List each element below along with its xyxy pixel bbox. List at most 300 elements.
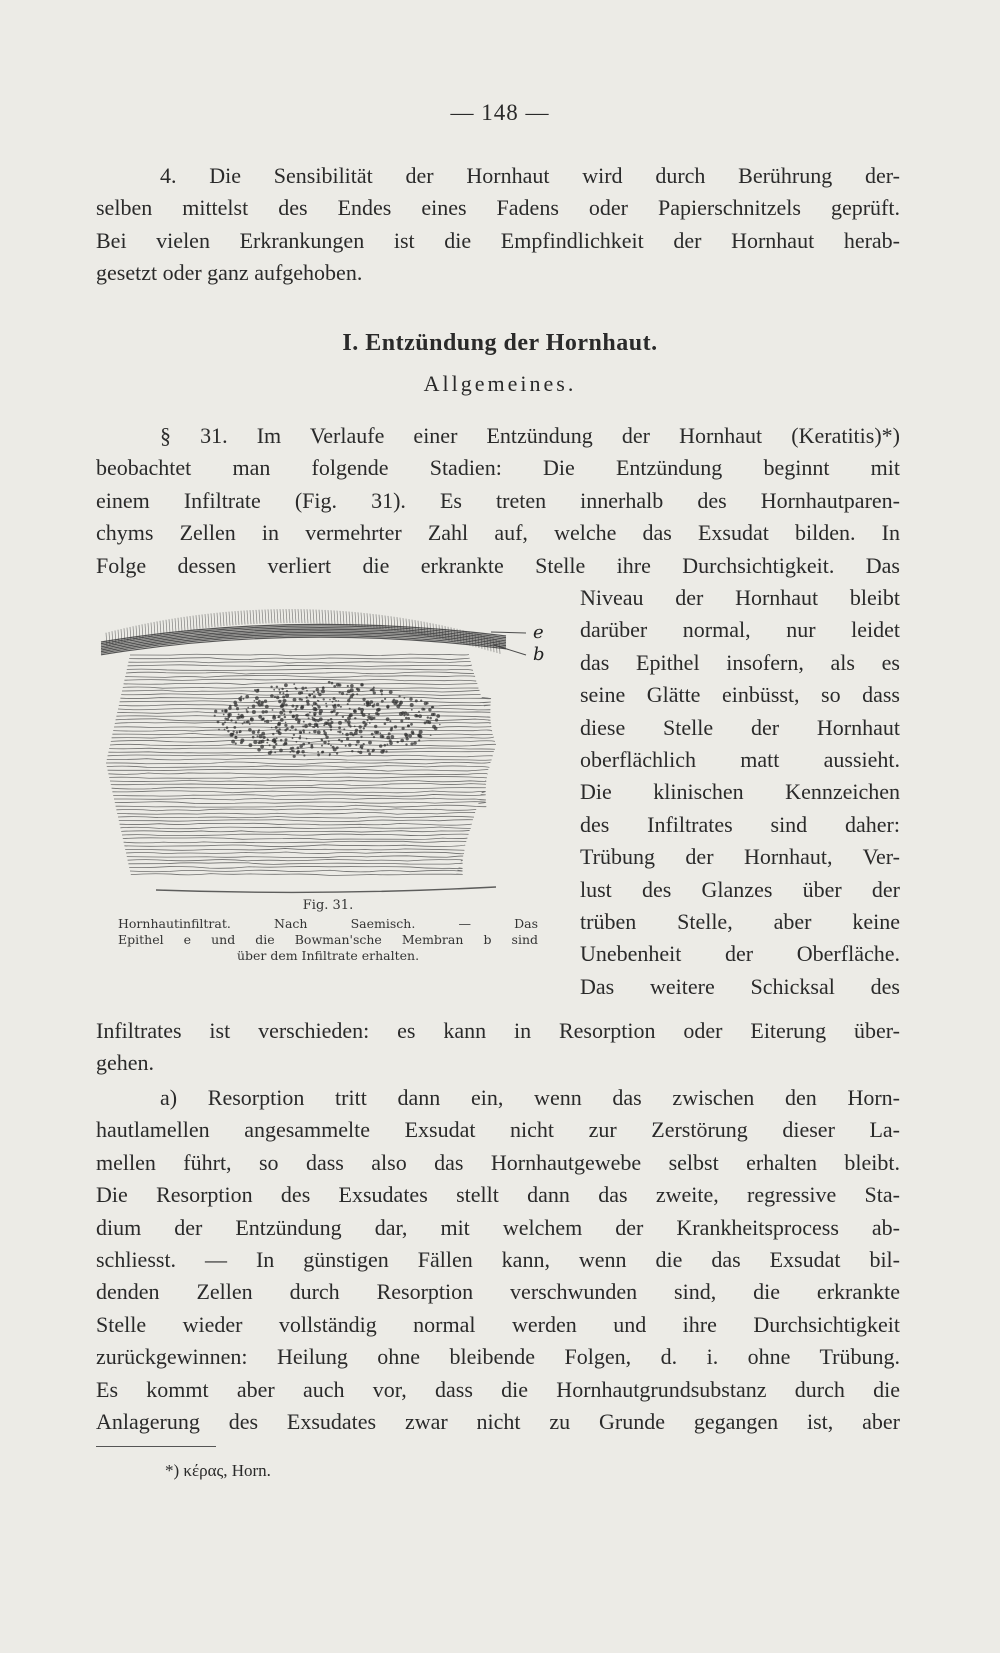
infiltrate-cell	[224, 729, 226, 731]
infiltrate-cell	[373, 691, 376, 694]
infiltrate-cell	[268, 751, 272, 755]
infiltrate-cell	[252, 736, 255, 739]
infiltrate-cell	[371, 688, 374, 691]
figure-stroke	[277, 609, 278, 623]
infiltrate-cell	[306, 690, 308, 692]
infiltrate-cell	[338, 700, 340, 702]
infiltrate-cell	[375, 712, 378, 715]
figure-stroke	[193, 616, 194, 630]
infiltrate-cell	[349, 713, 353, 717]
figure-stroke	[307, 609, 308, 623]
infiltrate-cell	[350, 688, 354, 692]
figure-stroke	[352, 612, 353, 626]
figure-stroke	[349, 612, 350, 626]
infiltrate-cell	[389, 720, 391, 722]
infiltrate-cell	[349, 725, 351, 727]
text-line: schliesst. — In günstigen Fällen kann, wenn die das Exsudat bil-	[96, 1246, 900, 1272]
infiltrate-cell	[262, 718, 264, 720]
text-line: Anlagerung des Exsudates zwar nicht zu Grunde gegangen ist, aber	[96, 1408, 900, 1434]
infiltrate-cell	[278, 689, 280, 691]
infiltrate-cell	[261, 740, 265, 744]
figure-stroke	[107, 758, 492, 760]
infiltrate-cell	[262, 710, 265, 713]
infiltrate-cell	[371, 719, 373, 721]
infiltrate-cell	[362, 698, 365, 701]
infiltrate-cell	[337, 731, 339, 733]
text-line: Folge dessen verliert die erkrankte Stelle ihre Durchsichtigkeit. Das	[96, 552, 900, 578]
infiltrate-cell	[363, 727, 365, 729]
infiltrate-cell	[360, 736, 362, 738]
infiltrate-cell	[317, 751, 319, 753]
infiltrate-cell	[367, 749, 370, 752]
infiltrate-cell	[355, 744, 357, 746]
infiltrate-cell	[415, 699, 418, 702]
infiltrate-cell	[279, 711, 283, 715]
infiltrate-cell	[386, 736, 390, 740]
figure-stroke	[120, 701, 491, 703]
infiltrate-cell	[248, 728, 252, 732]
infiltrate-cell	[350, 684, 354, 688]
infiltrate-cell	[359, 730, 363, 734]
infiltrate-cell	[340, 740, 343, 743]
infiltrate-cell	[346, 693, 348, 695]
text-line: Stelle wieder vollständig normal werden und ihre Durchsichtigkeit	[96, 1311, 900, 1337]
text-line: einem Infiltrate (Fig. 31). Es treten innerhalb des Hornhautparen-	[96, 487, 900, 513]
infiltrate-cell	[333, 697, 336, 700]
infiltrate-cell	[230, 733, 233, 736]
infiltrate-cell	[276, 730, 279, 733]
infiltrate-cell	[317, 754, 320, 757]
paragraph-resorption	[96, 1082, 900, 1438]
infiltrate-cell	[319, 717, 323, 721]
text-line: diese Stelle der Hornhaut	[580, 714, 900, 740]
infiltrate-cell	[274, 696, 276, 698]
infiltrate-cell	[338, 721, 342, 725]
figure-caption	[118, 898, 538, 964]
infiltrate-cell	[295, 688, 297, 690]
infiltrate-cell	[301, 750, 304, 753]
infiltrate-cell	[362, 721, 365, 724]
infiltrate-cell	[223, 714, 225, 716]
infiltrate-cell	[292, 737, 294, 739]
text-line: seine Glätte einbüsst, so dass	[580, 682, 900, 708]
figure-stroke	[169, 619, 170, 633]
infiltrate-cell	[317, 691, 319, 693]
figure-stroke	[119, 705, 490, 707]
infiltrate-cell	[384, 698, 386, 700]
infiltrate-cell	[233, 701, 237, 705]
figure-stroke	[334, 610, 335, 624]
figure-stroke	[211, 613, 212, 627]
infiltrate-cell	[279, 692, 281, 694]
infiltrate-cell	[276, 686, 278, 688]
infiltrate-cell	[427, 716, 429, 718]
infiltrate-cell	[264, 721, 266, 723]
infiltrate-cell	[292, 715, 295, 718]
figure-stroke	[120, 823, 472, 825]
figure-stroke	[241, 611, 242, 625]
infiltrate-cell	[253, 740, 257, 744]
infiltrate-cell	[354, 717, 356, 719]
infiltrate-cell	[300, 691, 303, 694]
figure-stroke	[127, 668, 473, 670]
infiltrate-cell	[286, 690, 288, 692]
figure-stroke	[108, 751, 493, 753]
infiltrate-cell	[291, 725, 294, 728]
infiltrate-cell	[399, 695, 401, 697]
figure-stroke	[130, 654, 469, 656]
figure-stroke	[262, 610, 263, 624]
infiltrate-cell	[350, 695, 353, 698]
figure-stroke	[448, 627, 449, 641]
infiltrate-cell	[236, 731, 239, 734]
infiltrate-cell	[319, 712, 322, 715]
infiltrate-cell	[409, 697, 412, 700]
text-line: Die Resorption des Exsudates stellt dann das zweite, regressive Sta-	[96, 1182, 900, 1208]
figure-stroke	[118, 630, 119, 644]
paragraph-sensibility	[96, 160, 900, 290]
infiltrate-cell	[293, 755, 296, 758]
text-line: gesetzt oder ganz aufgehoben.	[96, 260, 363, 286]
figure-stroke	[115, 802, 486, 804]
infiltrate-cell	[296, 741, 298, 743]
infiltrate-cell	[325, 703, 327, 705]
infiltrate-cell	[291, 747, 294, 750]
infiltrate-cell	[336, 712, 338, 714]
figure-stroke	[424, 622, 425, 636]
figure-stroke	[289, 609, 290, 623]
infiltrate-cell	[347, 720, 351, 724]
figure-stroke	[316, 610, 317, 624]
infiltrate-cell	[295, 717, 299, 721]
figure-stroke	[124, 841, 467, 843]
infiltrate-cell	[257, 701, 260, 704]
infiltrate-cell	[356, 740, 360, 744]
paragraph-section-31	[96, 420, 900, 582]
infiltrate-cell	[266, 720, 270, 724]
figure-stroke	[172, 619, 173, 633]
infiltrate-cell	[279, 749, 283, 753]
infiltrate-cell	[252, 710, 256, 714]
infiltrate-cell	[338, 726, 341, 729]
infiltrate-cell	[341, 692, 344, 695]
infiltrate-cell	[379, 744, 382, 747]
infiltrate-cell	[314, 708, 317, 711]
figure-stroke	[106, 762, 491, 764]
infiltrate-cell	[333, 685, 336, 688]
infiltrate-cell	[360, 744, 364, 748]
infiltrate-cell	[360, 708, 364, 712]
infiltrate-cell	[231, 740, 235, 744]
figure-stroke	[108, 755, 493, 757]
infiltrate-cell	[317, 700, 319, 702]
infiltrate-cell	[321, 739, 323, 741]
infiltrate-cell	[417, 734, 421, 738]
figure-stroke	[114, 798, 486, 800]
infiltrate-cell	[293, 734, 295, 736]
infiltrate-cell	[273, 689, 275, 691]
infiltrate-cell	[404, 733, 407, 736]
infiltrate-cell	[303, 731, 305, 733]
infiltrate-cell	[404, 697, 406, 699]
figure-stroke	[232, 611, 233, 625]
figure-stroke	[124, 683, 478, 685]
infiltrate-cell	[285, 722, 287, 724]
infiltrate-cell	[324, 722, 328, 726]
infiltrate-cell	[252, 705, 256, 709]
infiltrate-cell	[283, 710, 285, 712]
infiltrate-cell	[299, 737, 302, 740]
figure-stroke	[304, 609, 305, 623]
figure-stroke	[214, 613, 215, 627]
infiltrate-cell	[328, 681, 331, 684]
infiltrate-cell	[380, 689, 383, 692]
infiltrate-cell	[285, 738, 288, 741]
infiltrate-cell	[317, 731, 321, 735]
infiltrate-cell	[300, 706, 304, 710]
infiltrate-cell	[293, 698, 297, 702]
infiltrate-cell	[306, 700, 310, 704]
figure-stroke	[136, 626, 137, 640]
infiltrate-cell	[246, 711, 249, 714]
figure-stroke	[346, 611, 347, 625]
figure-stroke	[126, 672, 474, 674]
infiltrate-cell	[330, 718, 333, 721]
infiltrate-cell	[258, 729, 260, 731]
figure-stroke	[494, 645, 526, 655]
infiltrate-cell	[426, 702, 429, 705]
infiltrate-cell	[359, 751, 362, 754]
section-subheading: Allgemeines.	[423, 371, 577, 396]
infiltrate-cell	[399, 701, 403, 705]
text-line: Bei vielen Erkrankungen ist die Empfindlichkeit der Hornhaut herab-	[96, 227, 900, 253]
infiltrate-cell	[295, 708, 298, 711]
infiltrate-cell	[246, 721, 248, 723]
figure-label-b: b	[533, 644, 545, 665]
figure-stroke	[157, 621, 158, 635]
footnote-rule	[96, 1446, 216, 1447]
figure-stroke	[280, 609, 281, 623]
infiltrate-cell	[381, 700, 384, 703]
infiltrate-cell	[280, 718, 284, 722]
figure-stroke	[286, 609, 287, 623]
infiltrate-cell	[402, 727, 405, 730]
figure-stroke	[124, 845, 465, 847]
figure-stroke	[111, 740, 495, 742]
infiltrate-cell	[222, 723, 225, 726]
infiltrate-cell	[275, 743, 277, 745]
infiltrate-cell	[339, 691, 341, 693]
infiltrate-cell	[297, 750, 300, 753]
infiltrate-cell	[297, 721, 300, 724]
figure-stroke	[331, 610, 332, 624]
caption-line: über dem Infiltrate erhalten.	[236, 948, 420, 963]
figure-stroke	[298, 609, 299, 623]
infiltrate-cell	[283, 713, 285, 715]
infiltrate-cell	[314, 714, 316, 716]
infiltrate-cell	[386, 744, 388, 746]
figure-stroke	[119, 820, 473, 822]
infiltrate-cell	[214, 715, 216, 717]
infiltrate-cell	[299, 735, 301, 737]
infiltrate-cell	[280, 739, 283, 742]
infiltrate-cell	[302, 726, 304, 728]
infiltrate-cell	[275, 726, 278, 729]
text-line: hautlamellen angesammelte Exsudat nicht zur Zerstörung dieser La-	[96, 1117, 900, 1143]
infiltrate-cell	[273, 746, 276, 749]
infiltrate-cell	[327, 719, 329, 721]
caption-line: Epithel e und die Bowman'sche Membran b sind	[118, 932, 538, 947]
infiltrate-cell	[338, 684, 341, 687]
figure-stroke	[319, 610, 320, 624]
infiltrate-cell	[382, 735, 385, 738]
infiltrate-cell	[322, 687, 325, 690]
infiltrate-cell	[317, 726, 319, 728]
infiltrate-cell	[346, 737, 349, 740]
infiltrate-cell	[278, 700, 281, 703]
figure-stroke	[376, 614, 377, 628]
infiltrate-cell	[214, 710, 217, 713]
infiltrate-cell	[308, 717, 310, 719]
text-line: beobachtet man folgende Stadien: Die Entzündung beginnt mit	[96, 455, 900, 481]
text-line: zurückgewinnen: Heilung ohne bleibende Folgen, d. i. ohne Trübung.	[96, 1344, 900, 1370]
figure-stroke	[337, 611, 338, 625]
infiltrate-cell	[414, 714, 417, 717]
infiltrate-cell	[269, 744, 271, 746]
infiltrate-cell	[376, 731, 379, 734]
figure-stroke	[118, 816, 474, 818]
infiltrate-cell	[230, 719, 232, 721]
infiltrate-cell	[342, 716, 344, 718]
infiltrate-cell	[272, 733, 274, 735]
infiltrate-cell	[413, 741, 416, 744]
infiltrate-cell	[323, 730, 325, 732]
infiltrate-cell	[407, 725, 409, 727]
figure-stroke	[196, 615, 197, 629]
infiltrate-cell	[330, 745, 332, 747]
infiltrate-cell	[289, 751, 291, 753]
infiltrate-cell	[329, 754, 331, 756]
infiltrate-cell	[221, 710, 223, 712]
infiltrate-cell	[370, 689, 372, 691]
footnote: *) κέρας, Horn.	[165, 1461, 271, 1480]
infiltrate-cell	[285, 704, 288, 707]
infiltrate-cell	[227, 713, 230, 716]
infiltrate-cell	[385, 750, 387, 752]
infiltrate-cell	[435, 718, 438, 721]
infiltrate-cell	[345, 745, 347, 747]
infiltrate-cell	[389, 739, 392, 742]
figure-stroke	[131, 874, 463, 876]
figure-stroke	[175, 618, 176, 632]
figure-stroke	[205, 614, 206, 628]
infiltrate-cell	[405, 717, 408, 720]
figure-stroke	[123, 687, 479, 688]
figure-stroke	[436, 624, 437, 638]
infiltrate-cell	[217, 721, 220, 724]
figure-stroke	[110, 780, 486, 782]
text-line: § 31. Im Verlaufe einer Entzündung der Hornhaut (Keratitis)*)	[160, 423, 900, 448]
infiltrate-cell	[258, 715, 262, 719]
infiltrate-cell	[312, 726, 314, 728]
infiltrate-cell	[409, 734, 412, 737]
infiltrate-cell	[264, 700, 267, 703]
figure-stroke	[128, 665, 472, 667]
infiltrate-cell	[309, 712, 311, 714]
figure-stroke	[295, 609, 296, 623]
infiltrate-cell	[397, 741, 399, 743]
infiltrate-cell	[272, 709, 274, 711]
infiltrate-cell	[426, 720, 430, 724]
infiltrate-cell	[342, 733, 344, 735]
infiltrate-cell	[254, 700, 256, 702]
figure-stroke	[493, 638, 494, 652]
infiltrate-cell	[410, 703, 414, 707]
text-line: darüber normal, nur leidet	[580, 617, 900, 643]
figure-stroke	[310, 609, 311, 623]
infiltrate-cell	[332, 746, 335, 749]
infiltrate-cell	[306, 697, 308, 699]
infiltrate-cell	[239, 730, 242, 733]
infiltrate-cell	[372, 750, 374, 752]
infiltrate-cell	[252, 730, 256, 734]
infiltrate-cell	[368, 713, 370, 715]
text-line: selben mittelst des Endes eines Fadens oder Papierschnitzels geprüft.	[96, 195, 900, 221]
infiltrate-cell	[245, 695, 249, 699]
infiltrate-cell	[400, 719, 403, 722]
infiltrate-cell	[364, 703, 366, 705]
figure-stroke	[355, 612, 356, 626]
infiltrate-cell	[303, 754, 305, 756]
infiltrate-cell	[392, 700, 395, 703]
infiltrate-cell	[331, 682, 334, 685]
infiltrate-cell	[348, 743, 351, 746]
infiltrate-cell	[235, 742, 237, 744]
figure-stroke	[108, 773, 487, 775]
infiltrate-cell	[291, 705, 294, 708]
infiltrate-cell	[278, 722, 281, 725]
infiltrate-cell	[261, 701, 264, 704]
text-line: Unebenheit der Oberfläche.	[580, 941, 900, 967]
infiltrate-cell	[282, 696, 285, 699]
figure-stroke	[121, 830, 469, 832]
infiltrate-cell	[263, 736, 266, 739]
figure-stroke	[115, 630, 116, 644]
infiltrate-cell	[239, 715, 242, 718]
infiltrate-cell	[240, 741, 243, 744]
infiltrate-cell	[329, 699, 331, 701]
infiltrate-cell	[226, 718, 229, 721]
figure-stroke	[340, 611, 341, 625]
text-line: Das weitere Schicksal des	[580, 973, 900, 999]
infiltrate-cell	[238, 714, 240, 716]
infiltrate-cell	[339, 731, 342, 734]
cornea-infiltrate-figure	[96, 600, 546, 900]
figure-stroke	[115, 722, 491, 724]
infiltrate-cell	[423, 708, 425, 710]
infiltrate-cell	[255, 689, 259, 693]
figure-stroke	[238, 611, 239, 625]
infiltrate-cell	[321, 745, 323, 747]
infiltrate-cell	[323, 741, 326, 744]
infiltrate-cell	[439, 724, 441, 726]
infiltrate-cell	[368, 753, 371, 756]
figure-stroke	[122, 834, 469, 836]
infiltrate-cell	[260, 745, 264, 749]
infiltrate-cell	[407, 717, 410, 720]
infiltrate-cell	[333, 710, 336, 713]
infiltrate-cell	[227, 730, 229, 732]
